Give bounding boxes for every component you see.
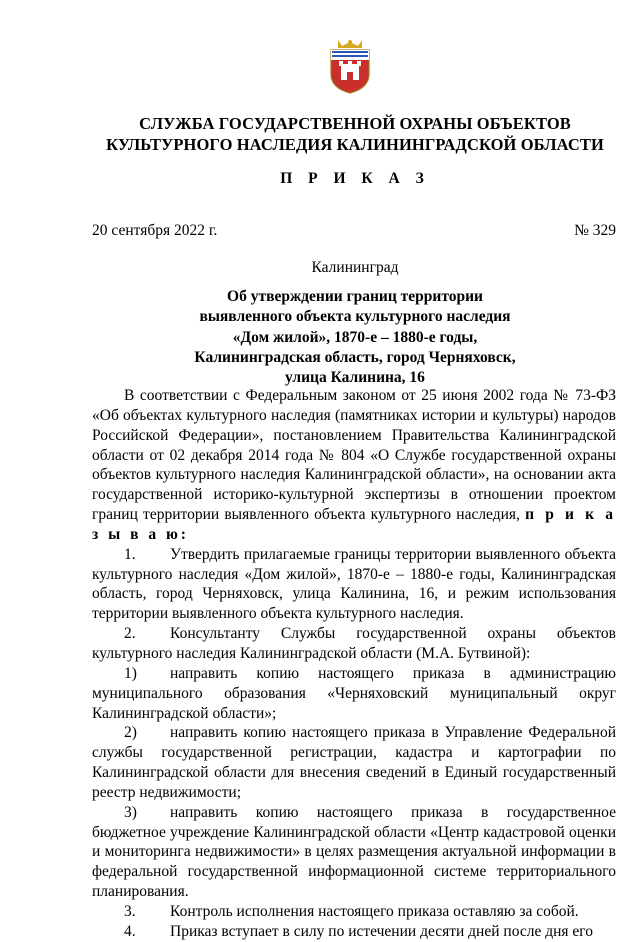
list-item [92, 922, 616, 942]
item-text: Консультанту Службы государственной охраны объектов культурного наследия Калининградской области (М.А. Бутвиной): [92, 625, 616, 662]
order-number: № 329 [574, 222, 616, 239]
coat-of-arms-icon [328, 36, 372, 94]
agency-name-line2: КУЛЬТУРНОГО НАСЛЕДИЯ КАЛИНИНГРАДСКОЙ ОБЛАСТИ [106, 135, 604, 154]
list-item [92, 545, 616, 624]
item-number: 3. [124, 902, 136, 920]
item-text: Приказ вступает в силу по истечении десяти дней после дня его [170, 922, 593, 940]
item-number: 3) [124, 803, 137, 821]
preamble-text: В соответствии с Федеральным законом от 25 июня 2002 года № 73-ФЗ «Об объектах культурного наследия (памятниках истории и культуры) народов Российской Федерации», постановлением Правительства Калининградской области от 02 декабря 2014 года № 804 «О Службе государственной охраны объектов культурного наследия Калининградской области», на основании акта государственной историко-культурной экспертизы в отношении проектом границ территории выявленного объекта культурного наследия, [92, 387, 616, 524]
item-text: направить копию настоящего приказа в государственное бюджетное учреждение Калининградской области «Центр кадастровой оценки и мониторинга недвижимости» в целях размещения актуальной информации в федеральной государственной информационной системе территориального планирования. [92, 803, 616, 901]
item-number: 1) [124, 664, 137, 682]
title-line2: выявленного объекта культурного наследия [199, 308, 511, 326]
item-number: 1. [124, 545, 136, 563]
preamble-paragraph [92, 386, 616, 545]
title-line3: «Дом жилой», 1870-е – 1880-е годы, [232, 328, 478, 346]
list-item [92, 723, 616, 802]
item-number: 2) [124, 724, 137, 742]
item-text: направить копию настоящего приказа в Управление Федеральной службы государственной регистрации, кадастра и картографии по Калининградской области для внесения сведений в Единый государственный реестр недвижимости; [92, 724, 616, 801]
title-line4: Калининградская область, город Черняховск, [194, 348, 516, 366]
list-item [92, 624, 616, 664]
order-date: 20 сентября 2022 г. [92, 222, 218, 239]
item-text: Контроль исполнения настоящего приказа оставляю за собой. [170, 902, 579, 920]
item-number: 2. [124, 625, 136, 643]
title-line5: улица Калинина, 16 [285, 369, 425, 387]
item-number: 4. [124, 922, 136, 940]
list-item [92, 803, 616, 902]
list-item [92, 664, 616, 724]
item-text: направить копию настоящего приказа в администрацию муниципального образования «Черняховский муниципальный округ Калининградской области»; [92, 664, 616, 722]
agency-name-line1: СЛУЖБА ГОСУДАРСТВЕННОЙ ОХРАНЫ ОБЪЕКТОВ [139, 114, 571, 133]
order-body [92, 386, 616, 942]
city: Калининград [311, 259, 399, 276]
agency-name [60, 113, 640, 155]
order-heading: П Р И К А З [280, 170, 430, 187]
title-line1: Об утверждении границ территории [227, 288, 483, 305]
order-title [150, 287, 560, 388]
orders-word: п р и к а з ы в а ю: [92, 506, 617, 543]
item-text: Утвердить прилагаемые границы территории выявленного объекта культурного наследия «Дом жилой», 1870-е – 1880-е годы, Калининградская область, город Черняховск, улица Калинина, 16, и режим использования территории выявленного объекта культурного наследия. [92, 545, 616, 623]
